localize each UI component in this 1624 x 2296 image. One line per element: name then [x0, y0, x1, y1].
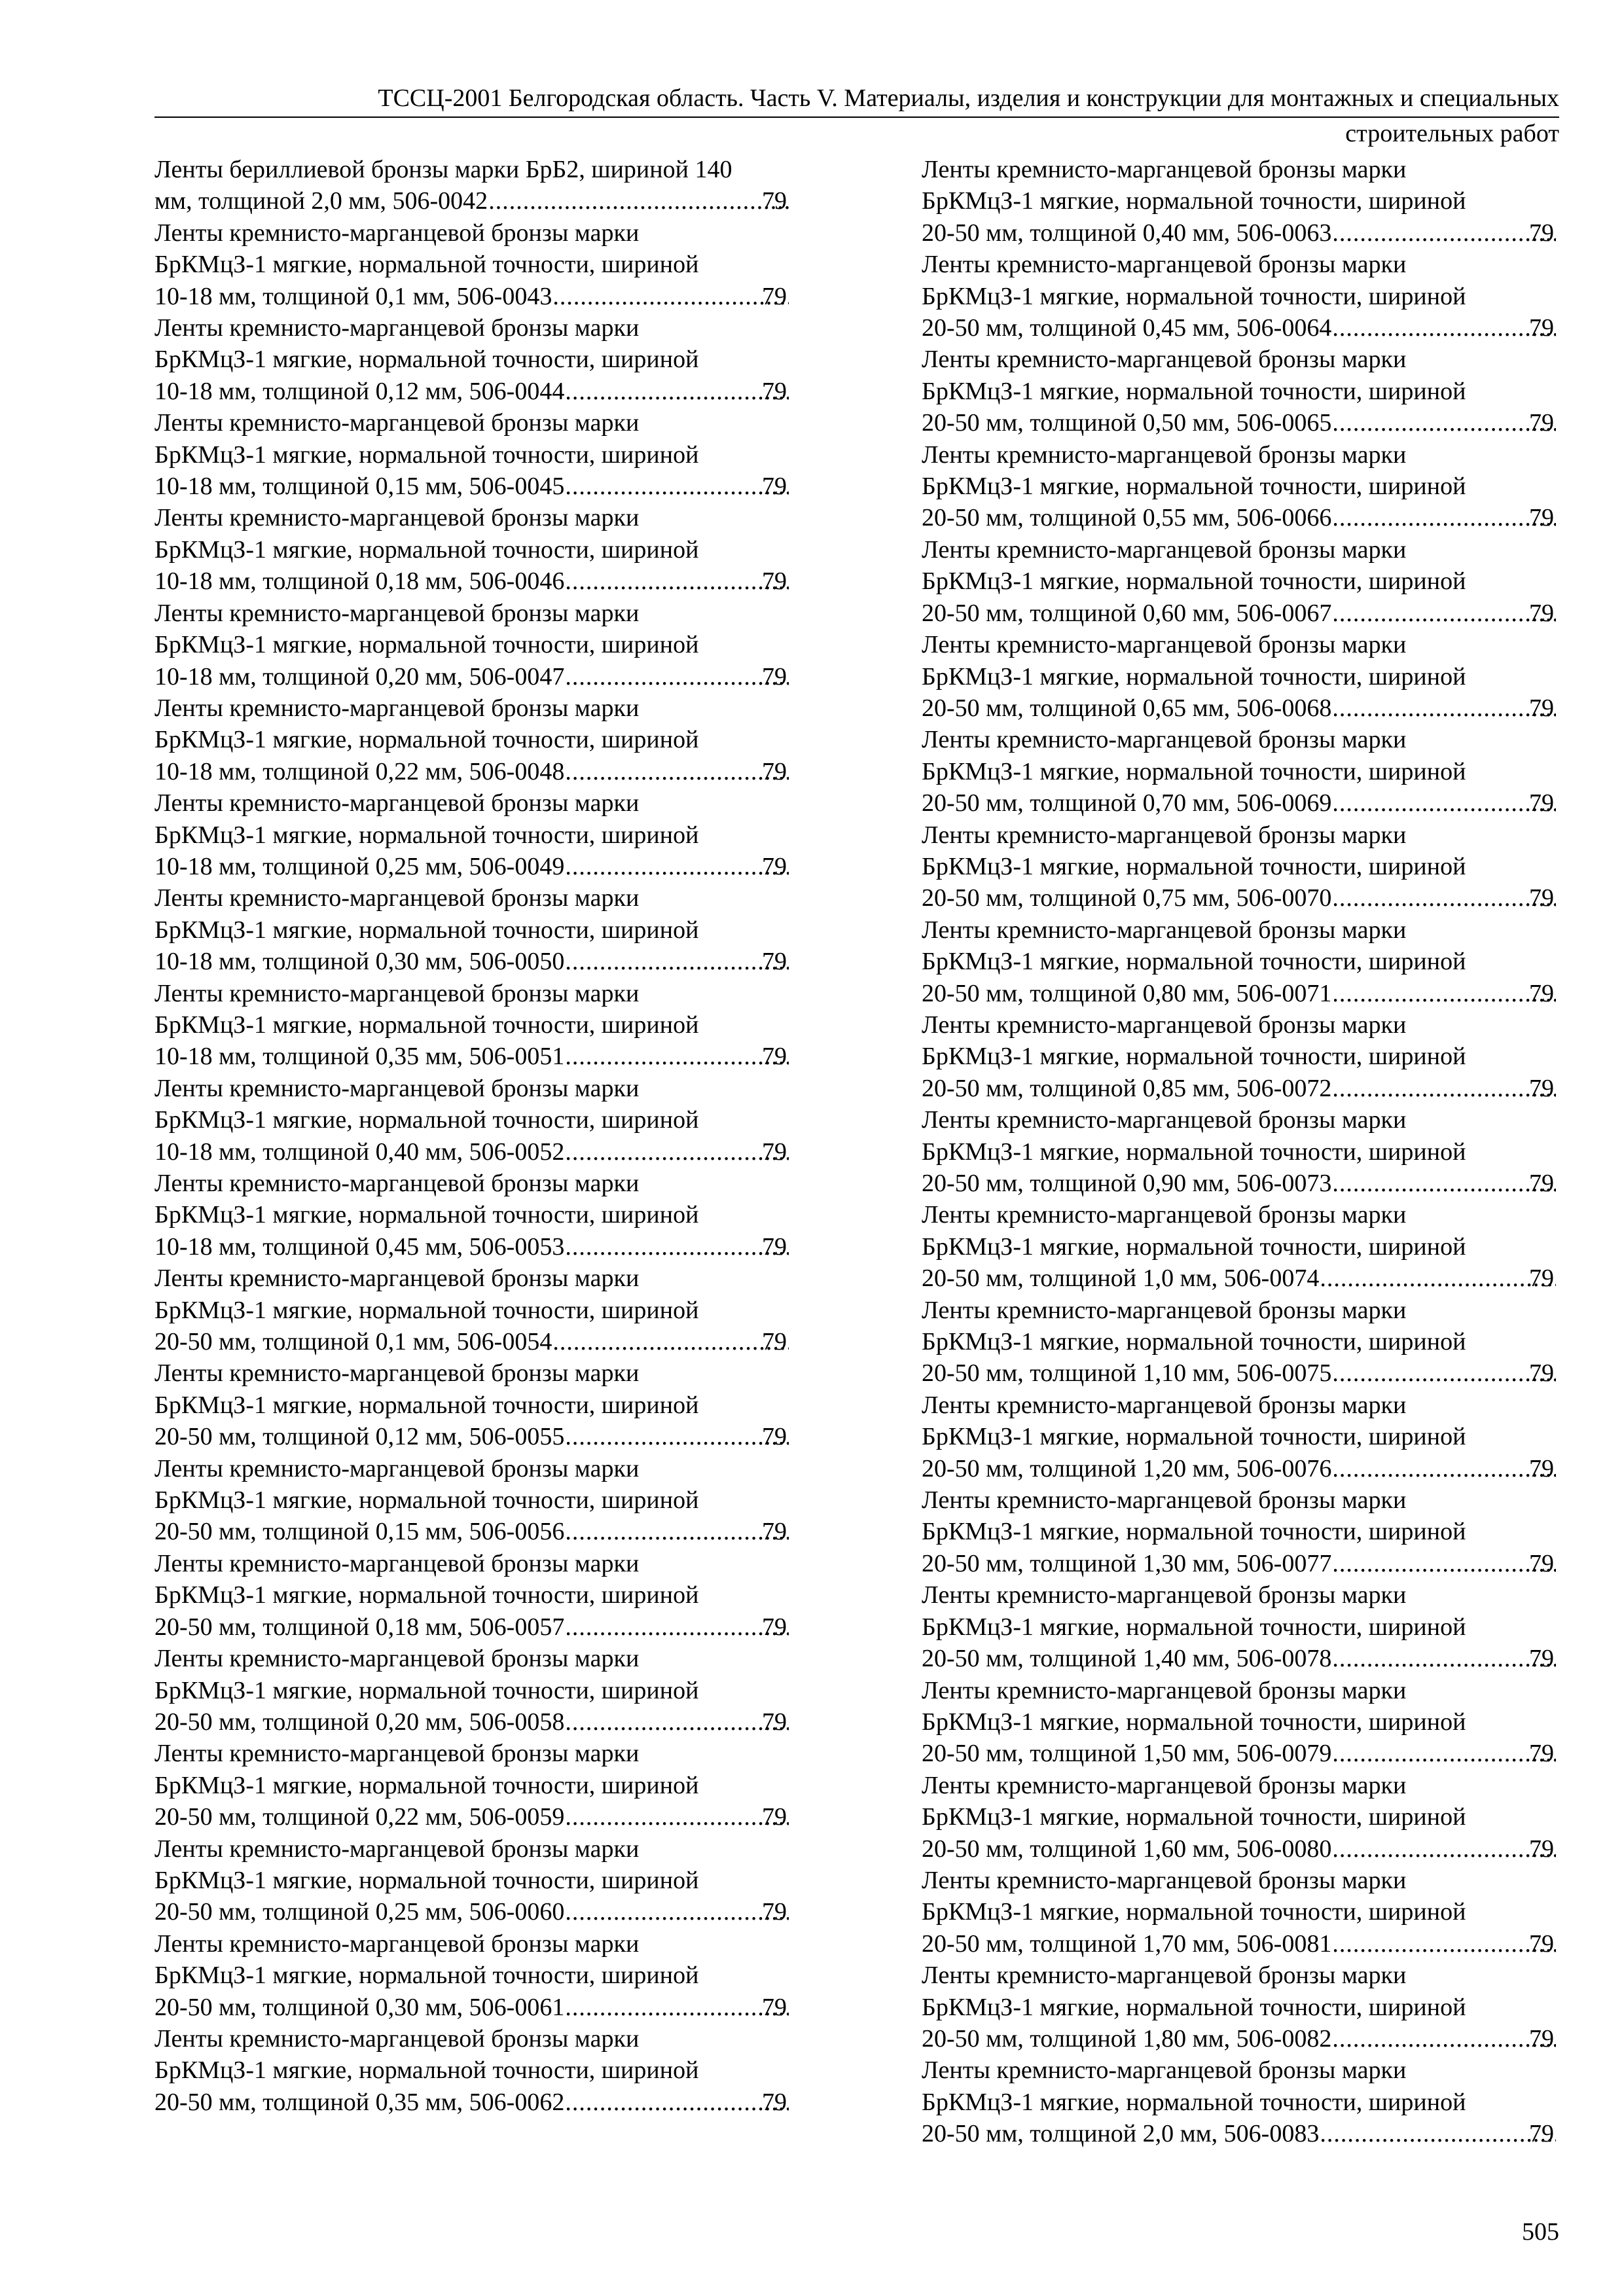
dot-leader: [1334, 692, 1556, 724]
header-title: ТССЦ-2001 Белгородская область. Часть V. Материалы, изделия и конструкции для монтажных и специальных: [154, 84, 1559, 118]
dot-leader: [1334, 1168, 1556, 1199]
index-entry-line: БрКМцЗ-1 мягкие, нормальной точности, шириной: [154, 821, 699, 849]
index-entry-text: 20-50 мм, толщиной 1,60 мм, 506-0080: [922, 1835, 1332, 1863]
dot-leader: [1322, 2118, 1556, 2149]
index-entry-last-line: 20-50 мм, толщиной 0,90 мм, 506-0073 ..... 79: [951, 1168, 1559, 1199]
index-entry-text: 20-50 мм, толщиной 0,22 мм, 506-0059: [154, 1803, 565, 1831]
index-entry-line: Ленты кремнисто-марганцевой бронзы марки: [154, 884, 640, 912]
index-entry-text: 20-50 мм, толщиной 0,60 мм, 506-0067: [922, 599, 1332, 627]
dot-leader: [567, 946, 789, 977]
index-entry-line: Ленты кремнисто-марганцевой бронзы марки: [154, 1265, 640, 1293]
dot-leader: [1334, 1833, 1556, 1865]
index-entry-line: Ленты кремнисто-марганцевой бронзы марки: [922, 440, 1407, 469]
index-entry: [922, 1009, 1559, 1104]
index-entry-last-line: 20-50 мм, толщиной 1,50 мм, 506-0079 ..... 79: [951, 1738, 1559, 1769]
dot-leader: [1334, 1453, 1556, 1484]
index-entry-last-line: 10-18 мм, толщиной 0,20 мм, 506-0047 ..... 79: [184, 661, 791, 692]
index-entry-line: Ленты кремнисто-марганцевой бронзы марки: [154, 599, 640, 627]
index-entry-line: БрКМцЗ-1 мягкие, нормальной точности, шириной: [154, 1391, 699, 1419]
index-entry: [922, 2054, 1559, 2149]
index-entry-text: 20-50 мм, толщиной 0,15 мм, 506-0056: [154, 1518, 565, 1546]
index-entry-line: БрКМцЗ-1 мягкие, нормальной точности, шириной: [922, 1328, 1466, 1356]
index-entry: [154, 217, 791, 312]
index-entry: [922, 154, 1559, 249]
index-entry-line: Ленты кремнисто-марганцевой бронзы марки: [922, 1296, 1407, 1324]
dot-leader: [1334, 978, 1556, 1009]
index-entry-line: Ленты кремнисто-марганцевой бронзы марки: [154, 1740, 640, 1768]
index-entry-text: 20-50 мм, толщиной 0,35 мм, 506-0062: [154, 2088, 565, 2116]
index-entry-text: 20-50 мм, толщиной 0,12 мм, 506-0055: [154, 1423, 565, 1451]
dot-leader: [567, 1041, 789, 1072]
index-entry-line: Ленты кремнисто-марганцевой бронзы марки: [922, 2056, 1407, 2085]
index-entry-line: БрКМцЗ-1 мягкие, нормальной точности, шириной: [154, 1866, 699, 1894]
index-entry-line: БрКМцЗ-1 мягкие, нормальной точности, шириной: [922, 662, 1466, 691]
index-entry-last-line: 20-50 мм, толщиной 1,80 мм, 506-0082 ..... 79: [951, 2023, 1559, 2054]
index-entry-last-line: 20-50 мм, толщиной 0,22 мм, 506-0059 ..... 79: [184, 1801, 791, 1833]
dot-leader: [567, 376, 789, 407]
index-entry: [922, 1104, 1559, 1199]
dot-leader: [567, 1231, 789, 1263]
index-entry-last-line: 20-50 мм, толщиной 0,55 мм, 506-0066 ..... 79: [951, 502, 1559, 533]
index-entry-line: БрКМцЗ-1 мягкие, нормальной точности, шириной: [154, 251, 699, 279]
index-entry-text: 20-50 мм, толщиной 1,40 мм, 506-0078: [922, 1645, 1332, 1673]
dot-leader: [567, 661, 789, 692]
index-entry-line: БрКМцЗ-1 мягкие, нормальной точности, шириной: [922, 852, 1466, 880]
dot-leader: [567, 756, 789, 787]
dot-leader: [1334, 1738, 1556, 1769]
index-entry: [154, 882, 791, 977]
index-entry-line: БрКМцЗ-1 мягкие, нормальной точности, шириной: [154, 346, 699, 374]
index-entry-line: БрКМцЗ-1 мягкие, нормальной точности, шириной: [154, 916, 699, 944]
index-entry-text: 20-50 мм, толщиной 1,80 мм, 506-0082: [922, 2024, 1332, 2053]
index-entry-line: БрКМцЗ-1 мягкие, нормальной точности, шириной: [922, 1043, 1466, 1071]
index-entry: [154, 1357, 791, 1452]
dot-leader: [554, 281, 789, 312]
index-entry-line: Ленты кремнисто-марганцевой бронзы марки: [154, 979, 640, 1007]
index-entry-line: Ленты кремнисто-марганцевой бронзы марки: [154, 314, 640, 342]
index-entry-last-line: 20-50 мм, толщиной 1,20 мм, 506-0076 ..... 79: [951, 1453, 1559, 1484]
index-entry-text: 20-50 мм, толщиной 1,30 мм, 506-0077: [922, 1549, 1332, 1577]
index-entry: [154, 978, 791, 1073]
index-entry-line: Ленты кремнисто-марганцевой бронзы марки: [154, 219, 640, 247]
index-entry: [922, 1295, 1559, 1390]
index-entry-line: Ленты кремнисто-марганцевой бронзы марки: [154, 789, 640, 817]
dot-leader: [1334, 1548, 1556, 1579]
index-entry-line: Ленты кремнисто-марганцевой бронзы марки: [922, 346, 1407, 374]
index-entry-line: БрКМцЗ-1 мягкие, нормальной точности, шириной: [154, 1296, 699, 1324]
index-entry-last-line: 20-50 мм, толщиной 0,45 мм, 506-0064 ..... 79: [951, 312, 1559, 344]
index-entry-text: 10-18 мм, толщиной 0,1 мм, 506-0043: [154, 282, 552, 310]
index-entry-line: БрКМцЗ-1 мягкие, нормальной точности, шириной: [922, 282, 1466, 310]
dot-leader: [1334, 312, 1556, 344]
index-entry-last-line: 20-50 мм, толщиной 0,65 мм, 506-0068 ..... 79: [951, 692, 1559, 724]
index-column-left: [154, 154, 791, 2118]
index-entry-line: Ленты кремнисто-марганцевой бронзы марки: [922, 156, 1407, 183]
index-entry-last-line: 20-50 мм, толщиной 0,75 мм, 506-0070 ..... 79: [951, 882, 1559, 914]
index-entry-text: 20-50 мм, толщиной 0,30 мм, 506-0061: [154, 1993, 565, 2021]
index-entry-text: 20-50 мм, толщиной 1,50 мм, 506-0079: [922, 1740, 1332, 1768]
dot-leader: [1334, 1073, 1556, 1104]
index-entry: [154, 312, 791, 407]
index-entry-line: Ленты кремнисто-марганцевой бронзы марки: [154, 409, 640, 437]
index-entry-line: БрКМцЗ-1 мягкие, нормальной точности, шириной: [922, 757, 1466, 785]
index-entry-line: Ленты кремнисто-марганцевой бронзы марки: [922, 726, 1407, 754]
index-entry-last-line: 20-50 мм, толщиной 0,85 мм, 506-0072 ..... 79: [951, 1073, 1559, 1104]
index-entry-line: Ленты кремнисто-марганцевой бронзы марки: [922, 1771, 1407, 1799]
dot-leader: [567, 1801, 789, 1833]
index-entry-line: Ленты кремнисто-марганцевой бронзы марки: [922, 1676, 1407, 1704]
index-entry-line: Ленты кремнисто-марганцевой бронзы марки: [154, 1549, 640, 1577]
index-entry-line: Ленты кремнисто-марганцевой бронзы марки: [922, 1581, 1407, 1609]
dot-leader: [567, 1516, 789, 1547]
dot-leader: [567, 565, 789, 597]
index-entry: [922, 344, 1559, 439]
index-entry: [922, 724, 1559, 819]
index-entry-last-line: 20-50 мм, толщиной 0,70 мм, 506-0069 ..... 79: [951, 787, 1559, 819]
index-entry-line: БрКМцЗ-1 мягкие, нормальной точности, шириной: [922, 2088, 1466, 2116]
index-entry-last-line: 10-18 мм, толщиной 0,15 мм, 506-0045 ..... 79: [184, 471, 791, 502]
index-entry: [922, 1199, 1559, 1294]
index-entry-last-line: 10-18 мм, толщиной 0,35 мм, 506-0051 ..... 79: [184, 1041, 791, 1072]
dot-leader: [1334, 407, 1556, 439]
index-entry-text: 10-18 мм, толщиной 0,35 мм, 506-0051: [154, 1043, 565, 1071]
index-entry-line: Ленты кремнисто-марганцевой бронзы марки: [922, 916, 1407, 944]
dot-leader: [554, 1326, 789, 1357]
index-entry-line: БрКМцЗ-1 мягкие, нормальной точности, шириной: [922, 1518, 1466, 1546]
index-entry-line: БрКМцЗ-1 мягкие, нормальной точности, шириной: [154, 1011, 699, 1039]
index-entry-line: БрКМцЗ-1 мягкие, нормальной точности, шириной: [922, 1803, 1466, 1831]
index-entry-last-line: 20-50 мм, толщиной 0,50 мм, 506-0065 ..... 79: [951, 407, 1559, 439]
index-entry: [922, 914, 1559, 1009]
index-entry: [154, 1643, 791, 1738]
index-entry-text: 20-50 мм, толщиной 1,70 мм, 506-0081: [922, 1929, 1332, 1958]
index-entry: [154, 598, 791, 692]
index-entry-text: 20-50 мм, толщиной 0,90 мм, 506-0073: [922, 1170, 1332, 1197]
index-entry-line: Ленты кремнисто-марганцевой бронзы марки: [922, 535, 1407, 564]
dot-leader: [567, 1706, 789, 1738]
index-entry-line: БрКМцЗ-1 мягкие, нормальной точности, шириной: [154, 1201, 699, 1229]
dot-leader: [1334, 598, 1556, 629]
dot-leader: [490, 185, 789, 217]
index-entry-last-line: 20-50 мм, толщиной 1,10 мм, 506-0075 ..... 79: [951, 1357, 1559, 1389]
index-entry: [922, 1579, 1559, 1674]
index-entry-line: Ленты кремнисто-марганцевой бронзы марки: [922, 1011, 1407, 1039]
index-entry-line: БрКМцЗ-1 мягкие, нормальной точности, шириной: [154, 1676, 699, 1704]
index-column-right: [922, 154, 1559, 2150]
index-entry-text: 20-50 мм, толщиной 0,75 мм, 506-0070: [922, 884, 1332, 912]
index-entry-last-line: 10-18 мм, толщиной 0,12 мм, 506-0044 ..... 79: [184, 376, 791, 407]
index-entry-line: БрКМцЗ-1 мягкие, нормальной точности, шириной: [154, 631, 699, 659]
index-entry: [154, 502, 791, 597]
index-entry-line: БрКМцЗ-1 мягкие, нормальной точности, шириной: [154, 440, 699, 469]
index-entry: [154, 1548, 791, 1643]
index-entry-text: 10-18 мм, толщиной 0,30 мм, 506-0050: [154, 948, 565, 976]
index-entry-last-line: 10-18 мм, толщиной 0,25 мм, 506-0049 ..... 79: [184, 851, 791, 882]
index-entry-line: Ленты кремнисто-марганцевой бронзы марки: [922, 1106, 1407, 1134]
index-entry-line: БрКМцЗ-1 мягкие, нормальной точности, шириной: [154, 1106, 699, 1134]
index-entry-text: 10-18 мм, толщиной 0,40 мм, 506-0052: [154, 1138, 565, 1166]
index-entry-last-line: 20-50 мм, толщиной 0,30 мм, 506-0061 ..... 79: [184, 1992, 791, 2023]
dot-leader: [567, 1992, 789, 2023]
index-entry-line: Ленты кремнисто-марганцевой бронзы марки: [922, 631, 1407, 659]
index-entry-line: БрКМцЗ-1 мягкие, нормальной точности, шириной: [922, 1423, 1466, 1451]
index-entry: [922, 1960, 1559, 2054]
index-entry-line: Ленты кремнисто-марганцевой бронзы марки: [154, 694, 640, 722]
index-entry-line: Ленты кремнисто-марганцевой бронзы марки: [154, 1074, 640, 1102]
index-entry-line: Ленты кремнисто-марганцевой бронзы марки: [154, 1170, 640, 1197]
dot-leader: [567, 1611, 789, 1643]
index-entry-last-line: 20-50 мм, толщиной 1,70 мм, 506-0081 ..... 79: [951, 1928, 1559, 1960]
index-entry: [154, 154, 791, 217]
dot-leader: [1334, 1643, 1556, 1674]
index-entry-text: 10-18 мм, толщиной 0,25 мм, 506-0049: [154, 852, 565, 880]
index-entry-last-line: 20-50 мм, толщиной 0,15 мм, 506-0056 ..... 79: [184, 1516, 791, 1547]
index-entry-text: 20-50 мм, толщиной 0,85 мм, 506-0072: [922, 1074, 1332, 1102]
index-entry: [922, 249, 1559, 344]
index-entry: [154, 1453, 791, 1548]
dot-leader: [1334, 217, 1556, 249]
index-entry: [154, 1833, 791, 1928]
index-entry: [922, 1484, 1559, 1579]
index-entry-text: 10-18 мм, толщиной 0,20 мм, 506-0047: [154, 662, 565, 691]
index-entry: [922, 1675, 1559, 1770]
dot-leader: [567, 1136, 789, 1168]
index-entry-line: Ленты кремнисто-марганцевой бронзы марки: [922, 1962, 1407, 1990]
index-entry-line: БрКМцЗ-1 мягкие, нормальной точности, шириной: [922, 1993, 1466, 2021]
index-entry-line: БрКМцЗ-1 мягкие, нормальной точности, шириной: [154, 1962, 699, 1990]
index-entry-line: Ленты кремнисто-марганцевой бронзы марки: [154, 1454, 640, 1482]
index-entry-line: БрКМцЗ-1 мягкие, нормальной точности, шириной: [154, 2056, 699, 2085]
dot-leader: [1334, 2023, 1556, 2054]
index-entry: [154, 787, 791, 882]
index-entry-text: 20-50 мм, толщиной 1,20 мм, 506-0076: [922, 1454, 1332, 1482]
index-entry-line: Ленты кремнисто-марганцевой бронзы марки: [154, 1835, 640, 1863]
dot-leader: [1334, 502, 1556, 533]
index-entry: [922, 1390, 1559, 1484]
index-entry-line: Ленты бериллиевой бронзы марки БрБ2, шириной 140: [154, 156, 732, 183]
index-entry-last-line: 10-18 мм, толщиной 0,1 мм, 506-0043 ..... 79: [184, 281, 791, 312]
dot-leader: [567, 471, 789, 502]
index-entry: [154, 1073, 791, 1168]
dot-leader: [1334, 882, 1556, 914]
index-entry-text: 20-50 мм, толщиной 1,10 мм, 506-0075: [922, 1359, 1332, 1388]
index-entry-line: Ленты кремнисто-марганцевой бронзы марки: [154, 1645, 640, 1673]
dot-leader: [1334, 1928, 1556, 1960]
index-entry: [154, 2023, 791, 2118]
dot-leader: [1334, 787, 1556, 819]
index-entry: [922, 1770, 1559, 1865]
dot-leader: [567, 1896, 789, 1928]
index-entry-last-line: 20-50 мм, толщиной 2,0 мм, 506-0083 ..... 79: [951, 2118, 1559, 2149]
index-entry-last-line: 20-50 мм, толщиной 1,60 мм, 506-0080 ..... 79: [951, 1833, 1559, 1865]
index-entry-line: Ленты кремнисто-марганцевой бронзы марки: [922, 1201, 1407, 1229]
index-entry: [922, 439, 1559, 534]
index-entry-text: 20-50 мм, толщиной 2,0 мм, 506-0083: [922, 2120, 1320, 2148]
index-entry-line: Ленты кремнисто-марганцевой бронзы марки: [154, 1359, 640, 1388]
index-entry-last-line: 20-50 мм, толщиной 0,20 мм, 506-0058 ..... 79: [184, 1706, 791, 1738]
index-entry-text: 20-50 мм, толщиной 0,55 мм, 506-0066: [922, 504, 1332, 532]
index-entry: [922, 534, 1559, 629]
index-entry-line: БрКМцЗ-1 мягкие, нормальной точности, шириной: [922, 473, 1466, 501]
index-entry-last-line: 20-50 мм, толщиной 0,25 мм, 506-0060 ..... 79: [184, 1896, 791, 1928]
index-entry-line: Ленты кремнисто-марганцевой бронзы марки: [154, 1929, 640, 1958]
index-entry-line: Ленты кремнисто-марганцевой бронзы марки: [922, 1391, 1407, 1419]
index-entry-last-line: 20-50 мм, толщиной 1,40 мм, 506-0078 ..... 79: [951, 1643, 1559, 1674]
page-number: 505: [1522, 2218, 1559, 2246]
index-entry-line: БрКМцЗ-1 мягкие, нормальной точности, шириной: [922, 1232, 1466, 1261]
index-entry-last-line: 20-50 мм, толщиной 1,0 мм, 506-0074 ..... 79: [951, 1263, 1559, 1294]
index-entry-text: 20-50 мм, толщиной 0,70 мм, 506-0069: [922, 789, 1332, 817]
index-entry-line: БрКМцЗ-1 мягкие, нормальной точности, шириной: [922, 567, 1466, 596]
index-entry-text: 20-50 мм, толщиной 1,0 мм, 506-0074: [922, 1265, 1320, 1293]
dot-leader: [567, 1421, 789, 1452]
dot-leader: [567, 851, 789, 882]
index-entry-line: БрКМцЗ-1 мягкие, нормальной точности, шириной: [922, 948, 1466, 976]
index-entry: [154, 407, 791, 502]
index-entry-line: БрКМцЗ-1 мягкие, нормальной точности, шириной: [154, 535, 699, 564]
index-entry: [922, 819, 1559, 914]
index-entry-line: БрКМцЗ-1 мягкие, нормальной точности, шириной: [922, 377, 1466, 405]
index-entry-text: 10-18 мм, толщиной 0,22 мм, 506-0048: [154, 757, 565, 785]
index-entry-text: 20-50 мм, толщиной 0,25 мм, 506-0060: [154, 1898, 565, 1926]
index-entry-text: 10-18 мм, толщиной 0,12 мм, 506-0044: [154, 377, 565, 405]
index-entry-last-line: 20-50 мм, толщиной 0,18 мм, 506-0057 ..... 79: [184, 1611, 791, 1643]
index-entry-text: 20-50 мм, толщиной 0,50 мм, 506-0065: [922, 409, 1332, 437]
index-entry-text: 20-50 мм, толщиной 0,80 мм, 506-0071: [922, 979, 1332, 1007]
index-entry-text: 20-50 мм, толщиной 0,40 мм, 506-0063: [922, 219, 1332, 247]
index-entry: [154, 1263, 791, 1357]
index-entry-last-line: 20-50 мм, толщиной 0,35 мм, 506-0062 ..... 79: [184, 2087, 791, 2118]
index-entry-last-line: 10-18 мм, толщиной 0,18 мм, 506-0046 ..... 79: [184, 565, 791, 597]
index-entry: [922, 1865, 1559, 1960]
index-entry-line: БрКМцЗ-1 мягкие, нормальной точности, шириной: [922, 1708, 1466, 1736]
dot-leader: [1322, 1263, 1556, 1294]
index-entry-line: БрКМцЗ-1 мягкие, нормальной точности, шириной: [154, 726, 699, 754]
index-entry: [154, 1928, 791, 2023]
index-entry-last-line: 10-18 мм, толщиной 0,30 мм, 506-0050 ..... 79: [184, 946, 791, 977]
index-entry-text: 20-50 мм, толщиной 0,18 мм, 506-0057: [154, 1613, 565, 1641]
index-entry-text: мм, толщиной 2,0 мм, 506-0042: [154, 187, 488, 215]
index-entry: [154, 692, 791, 787]
index-entry: [922, 629, 1559, 724]
index-entry-line: БрКМцЗ-1 мягкие, нормальной точности, шириной: [154, 1486, 699, 1515]
index-entry-text: 20-50 мм, толщиной 0,45 мм, 506-0064: [922, 314, 1332, 342]
index-entry-last-line: 20-50 мм, толщиной 0,60 мм, 506-0067 ..... 79: [951, 598, 1559, 629]
index-entry-line: Ленты кремнисто-марганцевой бронзы марки: [922, 1486, 1407, 1515]
index-entry-line: Ленты кремнисто-марганцевой бронзы марки: [154, 504, 640, 532]
index-entry-text: 10-18 мм, толщиной 0,45 мм, 506-0053: [154, 1232, 565, 1261]
index-entry-text: 10-18 мм, толщиной 0,15 мм, 506-0045: [154, 473, 565, 501]
index-entry-last-line: 20-50 мм, толщиной 0,40 мм, 506-0063 ..... 79: [951, 217, 1559, 249]
index-entry-line: Ленты кремнисто-марганцевой бронзы марки: [154, 2024, 640, 2053]
index-entry-last-line: 20-50 мм, толщиной 0,80 мм, 506-0071 ..... 79: [951, 978, 1559, 1009]
index-entry-line: БрКМцЗ-1 мягкие, нормальной точности, шириной: [922, 1138, 1466, 1166]
index-entry-last-line: 20-50 мм, толщиной 1,30 мм, 506-0077 ..... 79: [951, 1548, 1559, 1579]
index-entry-text: 10-18 мм, толщиной 0,18 мм, 506-0046: [154, 567, 565, 596]
index-entry-line: БрКМцЗ-1 мягкие, нормальной точности, шириной: [922, 1898, 1466, 1926]
index-entry-line: БрКМцЗ-1 мягкие, нормальной точности, шириной: [154, 1771, 699, 1799]
index-entry-last-line: мм, толщиной 2,0 мм, 506-0042 ..... 79: [184, 185, 791, 217]
index-entry-line: Ленты кремнисто-марганцевой бронзы марки: [922, 251, 1407, 279]
dot-leader: [567, 2087, 789, 2118]
index-entry-last-line: 20-50 мм, толщиной 0,1 мм, 506-0054 ..... 79: [184, 1326, 791, 1357]
index-entry-last-line: 10-18 мм, толщиной 0,45 мм, 506-0053 ..... 79: [184, 1231, 791, 1263]
running-header: [154, 84, 1559, 148]
index-entry-line: Ленты кремнисто-марганцевой бронзы марки: [922, 1866, 1407, 1894]
index-entry-last-line: 10-18 мм, толщиной 0,40 мм, 506-0052 ..... 79: [184, 1136, 791, 1168]
index-entry-text: 20-50 мм, толщиной 0,1 мм, 506-0054: [154, 1328, 552, 1356]
index-entry: [154, 1168, 791, 1263]
index-entry-last-line: 10-18 мм, толщиной 0,22 мм, 506-0048 ..... 79: [184, 756, 791, 787]
index-entry-line: БрКМцЗ-1 мягкие, нормальной точности, шириной: [922, 187, 1466, 215]
index-entry-text: 20-50 мм, толщиной 0,65 мм, 506-0068: [922, 694, 1332, 722]
index-entry-line: БрКМцЗ-1 мягкие, нормальной точности, шириной: [922, 1613, 1466, 1641]
index-entry-line: Ленты кремнисто-марганцевой бронзы марки: [922, 821, 1407, 849]
index-entry-line: БрКМцЗ-1 мягкие, нормальной точности, шириной: [154, 1581, 699, 1609]
index-entry: [154, 1738, 791, 1833]
dot-leader: [1334, 1357, 1556, 1389]
index-entry-text: 20-50 мм, толщиной 0,20 мм, 506-0058: [154, 1708, 565, 1736]
header-subtitle: строительных работ: [1345, 120, 1559, 147]
index-entry-last-line: 20-50 мм, толщиной 0,12 мм, 506-0055 ..... 79: [184, 1421, 791, 1452]
